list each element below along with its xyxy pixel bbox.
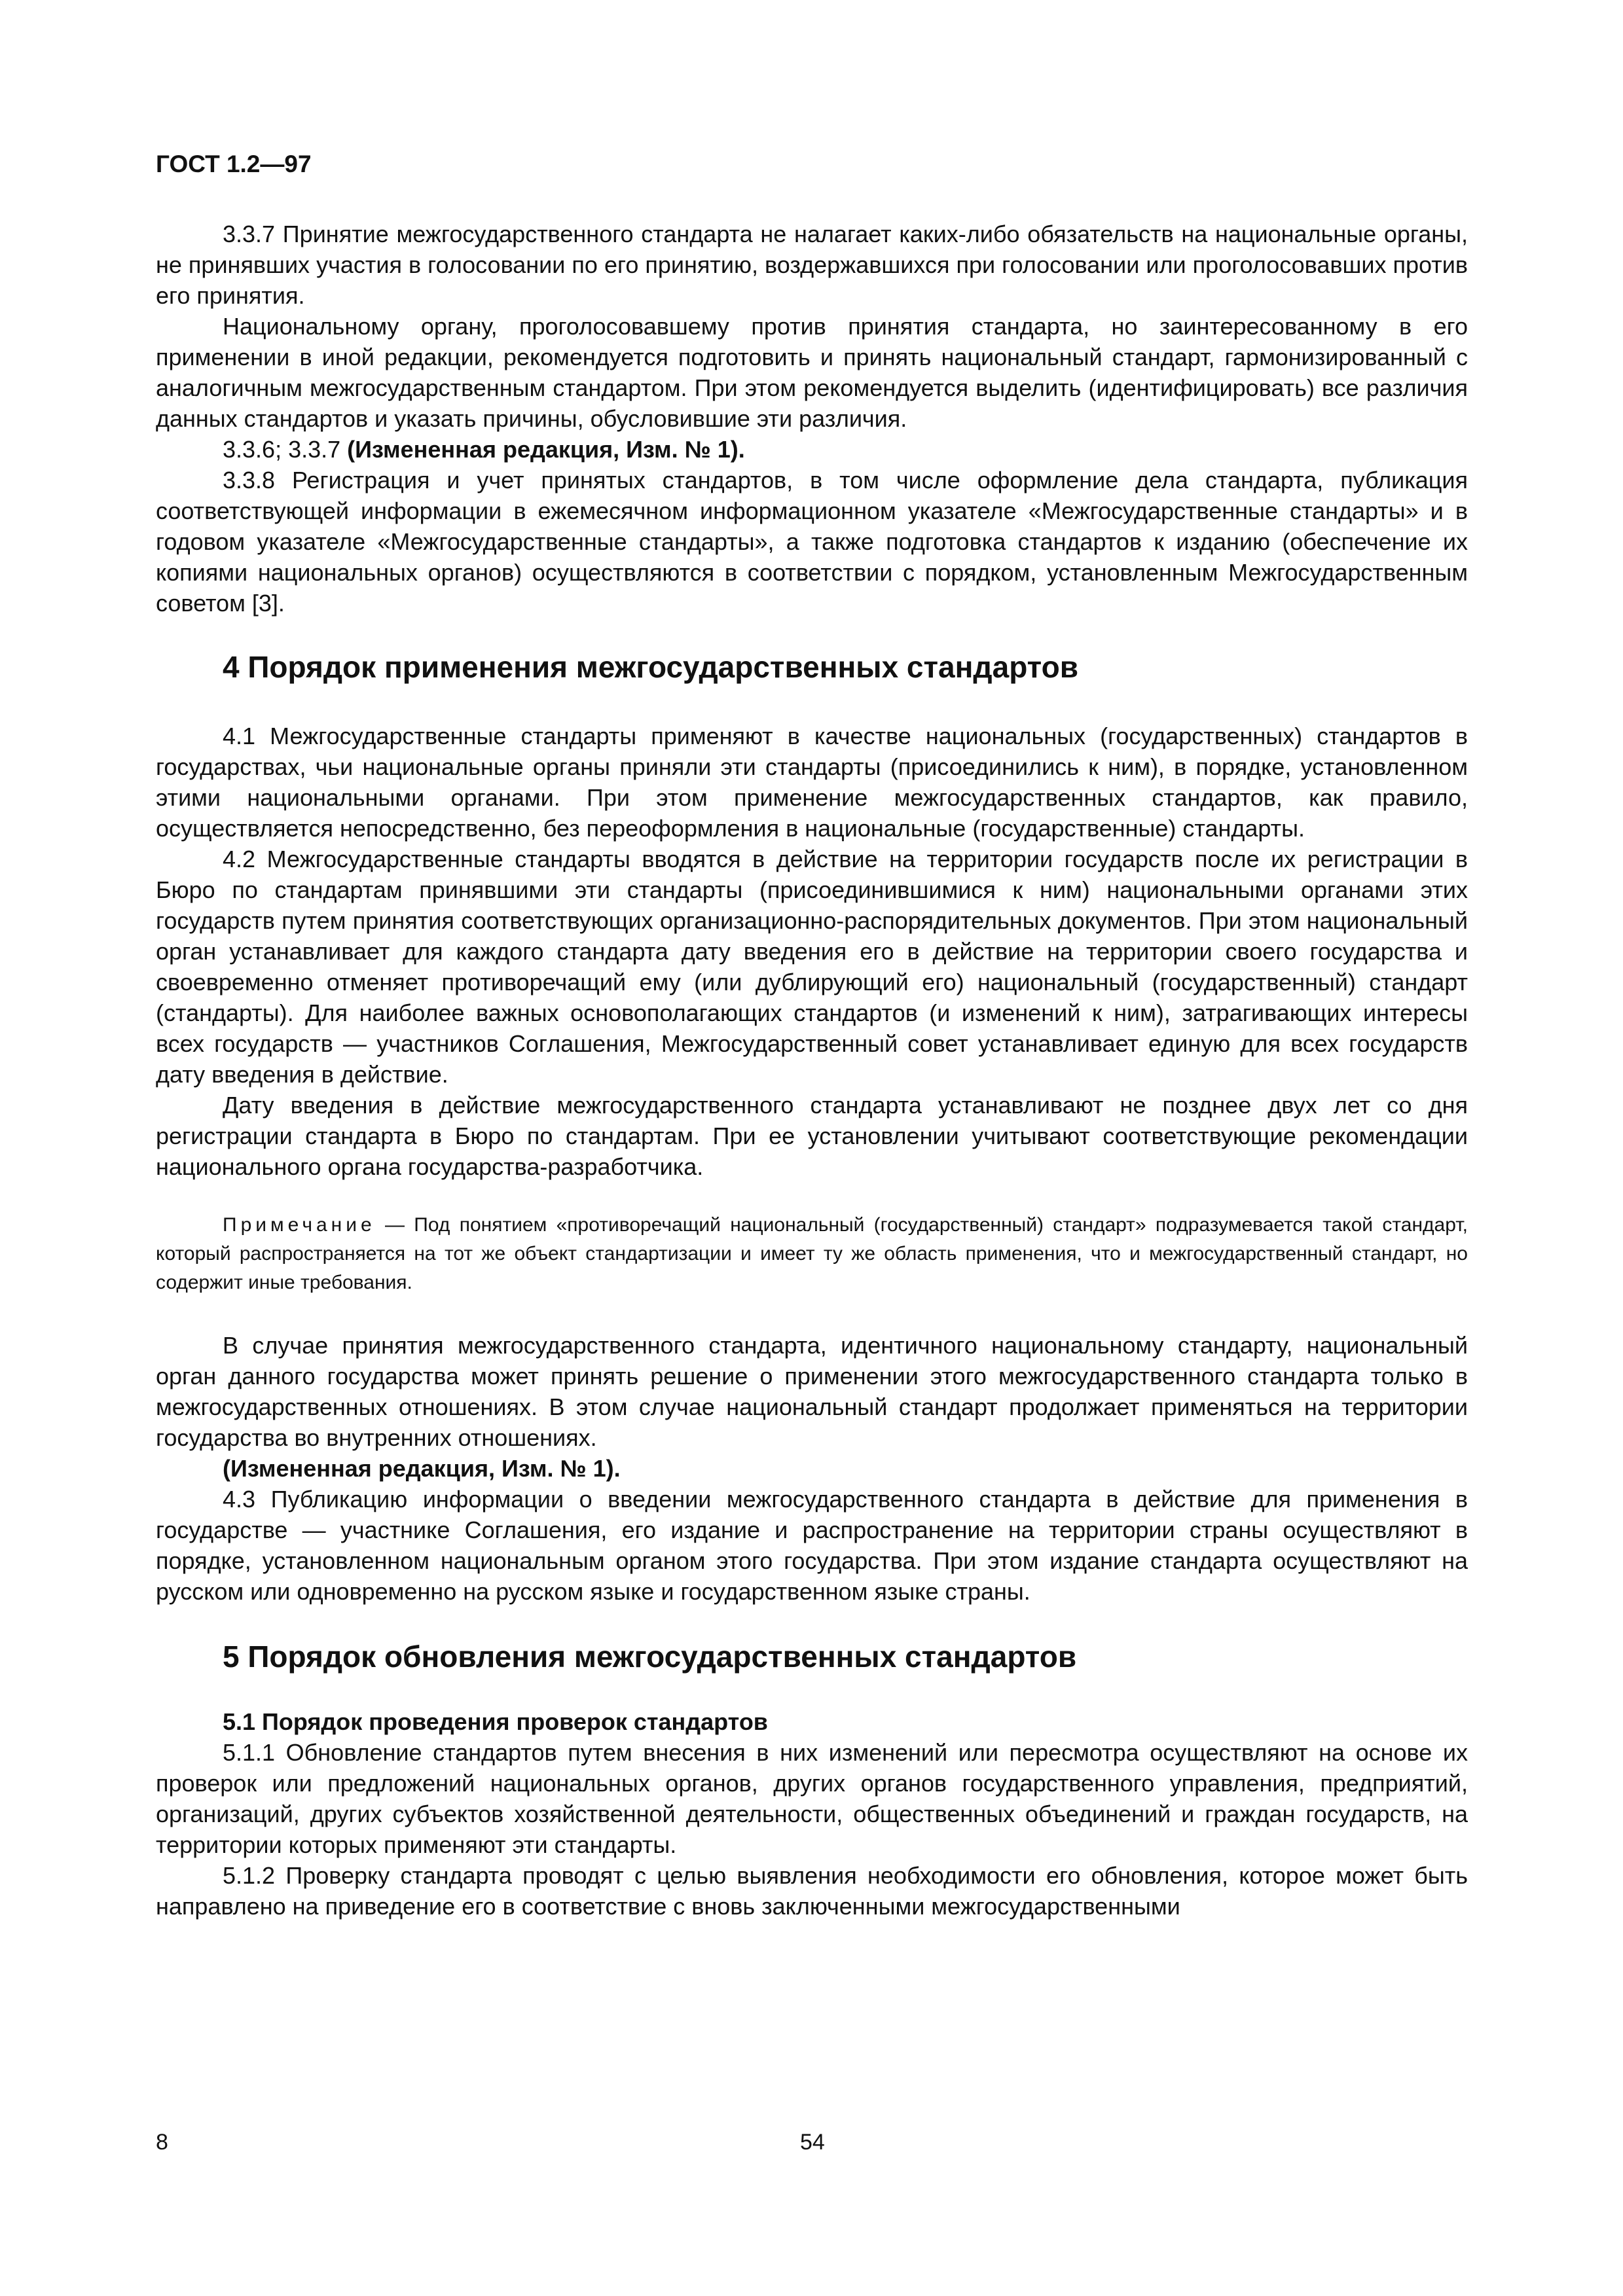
note: [156, 1211, 1468, 1297]
clause-3-3-7-continuation: Национальному органу, проголосовавшему против принятия стандарта, но заинтересованному в его применении в иной редакции, рекомендуется подготовить и принять национальный стандарт, гармонизированный с аналогичным межгосударственным стандартом. При этом рекомендуется выделить (идентифицировать) все различия данных стандартов и указать причины, обусловившие эти различия.: [156, 313, 1468, 432]
document-page: [156, 151, 1468, 1922]
amendment-note-2: (Измененная редакция, Изм. № 1).: [223, 1455, 621, 1482]
page-number-left: 8: [156, 2130, 168, 2155]
amendment-label: (Измененная редакция, Изм. № 1).: [347, 436, 745, 463]
clause-5-1-1: 5.1.1 Обновление стандартов путем внесения в них изменений или пересмотра осуществляют на основе их проверок или предложений национальных органов, других органов государственного управления, предприятий, организаций, других субъектов хозяйственной деятельности, общественных объединений и граждан государств, на территории которых применяют эти стандарты.: [156, 1739, 1468, 1858]
clause-5-1-2: 5.1.2 Проверку стандарта проводят с целью выявления необходимости его обновления, которое может быть направлено на приведение его в соответствие с вновь заключенными межгосударственными: [156, 1862, 1468, 1920]
clause-4-1: 4.1 Межгосударственные стандарты применяют в качестве национальных (государственных) стандартов в государствах, чьи национальные органы приняли эти стандарты (присоединились к ним), в порядке, установленном этими национальными органами. При этом применение межгосударственных стандартов, как правило, осуществляется непосредственно, без переоформления в национальные (государственные) стандарты.: [156, 723, 1468, 842]
note-label: Примечание: [223, 1214, 376, 1236]
clause-4-2-continuation: Дату введения в действие межгосударственного стандарта устанавливают не позднее двух лет со дня регистрации стандарта в Бюро по стандартам. При ее установлении учитывают соответствующие рекомендации национального органа государства-разработчика.: [156, 1092, 1468, 1180]
amendment-clauses: 3.3.6; 3.3.7: [223, 436, 348, 463]
note-text: — Под понятием «противоречащий национальный (государственный) стандарт» подразумевается такой стандарт, который распространяется на тот же объект стандартизации и имеет ту же область применения, что и межгосударственный стандарт, но содержит иные требования.: [156, 1214, 1468, 1293]
section-5-title: 5 Порядок обновления межгосударственных стандартов: [223, 1640, 1077, 1674]
amendment-note-1: [156, 434, 1468, 465]
clause-3-3-8: 3.3.8 Регистрация и учет принятых стандартов, в том числе оформление дела стандарта, публикация соответствующей информации в ежемесячном информационном указателе «Межгосударственные стандарты» и в годовом указателе «Межгосударственные стандарты», а также подготовка стандартов к изданию (обеспечение их копиями национальных органов) осуществляются в соответствии с порядком, установленным Межгосударственным советом [3].: [156, 467, 1468, 617]
clause-4-3: 4.3 Публикацию информации о введении межгосударственного стандарта в действие для применения в государстве — участнике Соглашения, его издание и распространение на территории страны осуществляют в порядке, установленном национальным органом этого государства. При этом издание стандарта осуществляют на русском или одновременно на русском языке и государственном языке страны.: [156, 1486, 1468, 1605]
section-4-title: 4 Порядок применения межгосударственных стандартов: [223, 650, 1078, 684]
clause-4-2: 4.2 Межгосударственные стандарты вводятся в действие на территории государств после их регистрации в Бюро по стандартам принявшими эти стандарты (присоединившимися к ним) национальными органами этих государств путем принятия соответствующих организационно-распорядительных документов. При этом национальный орган устанавливает для каждого стандарта дату введения его в действие на территории своего государства и своевременно отменяет противоречащий ему (или дублирующий его) национальный (государственный) стандарт (стандарты). Для наиболее важных основополагающих стандартов (и изменений к ним), затрагивающих интересы всех государств — участников Соглашения, Межгосударственный совет устанавливает единую для всех государств дату введения в действие.: [156, 846, 1468, 1088]
clause-3-3-7: 3.3.7 Принятие межгосударственного стандарта не налагает каких-либо обязательств на национальные органы, не принявших участия в голосовании по его принятию, воздержавшихся при голосовании или проголосовавших против его принятия.: [156, 221, 1468, 309]
page-number-center: 54: [800, 2130, 825, 2155]
document-header: ГОСТ 1.2—97: [156, 151, 312, 177]
subsection-5-1-title: 5.1 Порядок проведения проверок стандартов: [223, 1708, 768, 1735]
clause-4-2-identical-standard: В случае принятия межгосударственного стандарта, идентичного национальному стандарту, национальный орган данного государства может принять решение о применении этого межгосударственного стандарта только в межгосударственных отношениях. В этом случае национальный стандарт продолжает применяться на территории государства во внутренних отношениях.: [156, 1332, 1468, 1451]
